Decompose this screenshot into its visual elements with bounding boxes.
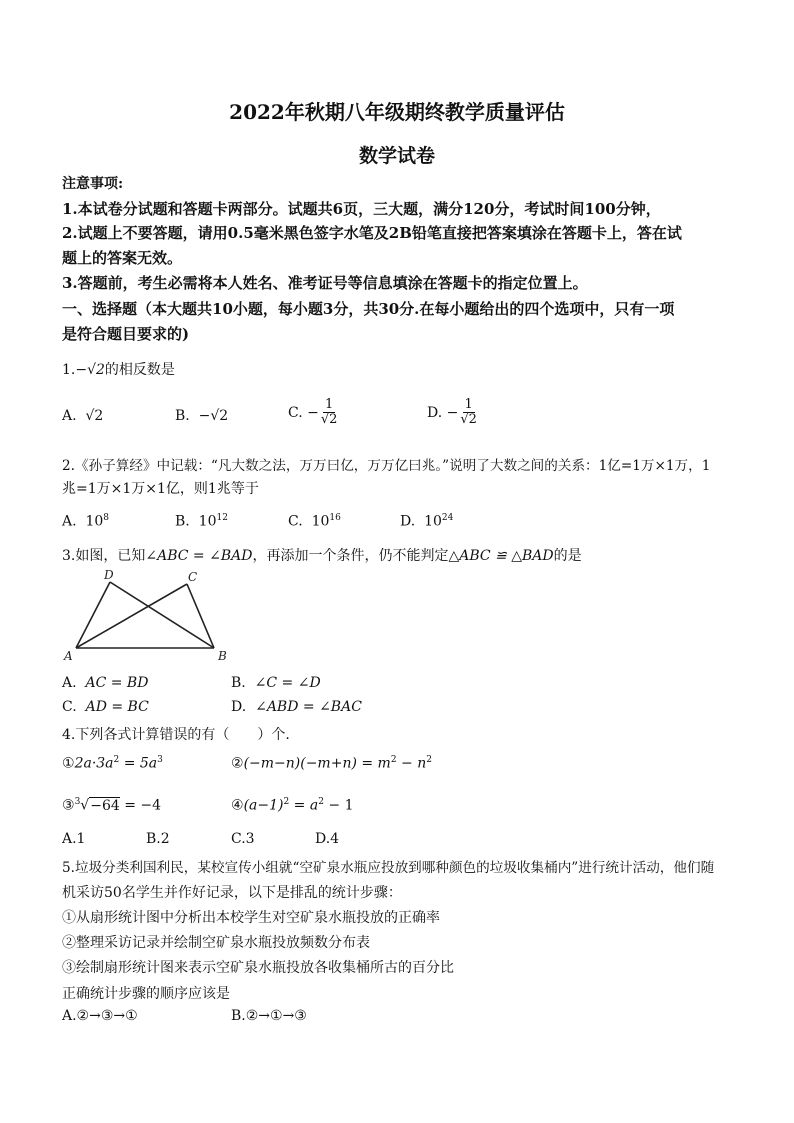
q3-b-label: B. <box>231 675 246 691</box>
q1-option-b <box>175 408 228 424</box>
q3-option-b <box>231 675 321 691</box>
q5-option-a: A.②→③→① <box>62 1008 138 1024</box>
q4-option-a: A.1 <box>62 831 86 847</box>
note-3: 3.答题前，考生必需将本人姓名、准考证号等信息填涂在答题卡的指定位置上。 <box>62 274 588 292</box>
q1-d-sign: − <box>446 404 459 421</box>
q1-option-c <box>288 398 337 428</box>
q1-a-value: √2 <box>85 408 104 424</box>
q4-e2-exp2: 2 <box>426 755 432 765</box>
q1-prefix: 1. <box>62 362 76 378</box>
q1-option-d <box>427 398 477 428</box>
q3-a-label: A. <box>62 675 77 691</box>
q4-e4-exp2: 2 <box>318 797 324 807</box>
q5-line1: 5.垃圾分类利国利民，某校宣传小组就“空矿泉水瓶应投放到哪种颜色的垃圾收集桶内”进行统计活动，他们随 <box>62 860 715 876</box>
note-1: 1.本试卷分试题和答题卡两部分。试题共6页，三大题，满分120分，考试时间100分钟， <box>62 200 661 218</box>
q2-c-base: 10 <box>311 513 330 530</box>
q4-e4-mid: = a <box>289 797 319 814</box>
section1-line1: 一、选择题（本大题共10小题，每小题3分，共30分.在每小题给出的四个选项中，只有一项 <box>62 300 675 318</box>
q5-step-1: ①从扇形统计图中分析出本校学生对空矿泉水瓶投放的正确率 <box>62 910 440 926</box>
q3-prefix: 3.如图，已知 <box>62 548 146 564</box>
q1-c-num: 1 <box>325 397 334 412</box>
point-b-label: B <box>218 649 227 663</box>
q3-c-value: AD = BC <box>85 699 149 715</box>
q2-c-label: C. <box>288 513 303 530</box>
q3-a-value: AC = BD <box>85 675 149 691</box>
q2-a-exp: 8 <box>103 513 110 523</box>
q3-middle: ，再添加一个条件，仍不能判定 <box>252 548 449 564</box>
q2-d-label: D. <box>400 513 416 530</box>
q5-step-3: ③绘制扇形统计图来表示空矿泉水瓶投放各收集桶所古的百分比 <box>62 960 454 976</box>
q5-option-b: B.②→①→③ <box>231 1008 307 1024</box>
q2-c-exp: 16 <box>329 513 341 523</box>
q3-b-value: ∠C = ∠D <box>254 675 321 691</box>
q1-c-label: C. <box>288 404 303 421</box>
q2-b-base: 10 <box>198 513 217 530</box>
q4-e4-exp1: 2 <box>283 797 290 807</box>
q2-option-d <box>400 513 453 530</box>
q4-e1-mark: ① <box>62 755 75 772</box>
q1-d-den: √2 <box>460 412 477 428</box>
q3-math1: ∠ABC = ∠BAD <box>145 548 253 564</box>
note-2b: 题上的答案无效。 <box>62 249 183 267</box>
exam-title: 2022年秋期八年级期终教学质量评估 <box>229 100 565 124</box>
q3-suffix: 的是 <box>553 548 582 564</box>
q4-e1-exp1: 2 <box>113 755 120 765</box>
q2-option-a <box>62 513 109 530</box>
q3-option-d <box>231 699 362 715</box>
q1-c-den: √2 <box>320 412 338 428</box>
segment-cb <box>187 584 214 648</box>
segment-db <box>110 582 214 648</box>
note-2a: 2.试题上不要答题，请用0.5毫米黑色签字水笔及2B铅笔直接把答案填涂在答题卡上，答在试 <box>62 224 682 242</box>
q2-d-base: 10 <box>424 513 442 530</box>
point-c-label: C <box>188 570 198 584</box>
q2-a-base: 10 <box>85 513 104 530</box>
q4-expr-3 <box>62 797 161 814</box>
q4-option-b: B.2 <box>146 831 170 847</box>
q4-e3-root-index: 3 <box>74 797 81 807</box>
q4-e2-main: (−m−n)(−m+n) = m <box>243 755 391 772</box>
q4-expr-2 <box>231 755 432 772</box>
q4-e1-exp2: 3 <box>157 755 163 765</box>
point-a-label: A <box>64 649 73 663</box>
q1-b-label: B. <box>175 408 190 424</box>
q4-e2-mid: − n <box>396 755 427 772</box>
q5-ask: 正确统计步骤的顺序应该是 <box>62 986 230 1002</box>
q2-line2: 兆=1万×1万×1亿，则1兆等于 <box>62 481 259 497</box>
section1-line2: 是符合题目要求的) <box>62 325 190 343</box>
q1-stem <box>62 359 175 379</box>
q4-option-c: C.3 <box>231 831 255 847</box>
q5-step-2: ②整理采访记录并绘制空矿泉水瓶投放频数分布表 <box>62 935 370 951</box>
q4-e2-mark: ② <box>231 755 244 772</box>
q2-d-exp: 24 <box>441 513 454 523</box>
q4-e3-radical-icon: √ <box>80 797 90 814</box>
q1-math: −√2 <box>75 362 105 378</box>
q3-d-value: ∠ABD = ∠BAC <box>255 699 362 715</box>
q2-line1: 2.《孙子算经》中记载：“凡大数之法，万万曰亿，万万亿曰兆。”说明了大数之间的关系：1亿=1万×1万，1 <box>62 458 711 474</box>
q2-option-c <box>288 513 341 530</box>
q1-d-fraction <box>460 398 477 428</box>
q5-line2: 机采访50名学生并作好记录，以下是排乱的统计步骤： <box>62 885 402 901</box>
q1-a-label: A. <box>62 408 77 424</box>
q4-e1-mid: = 5a <box>119 755 158 772</box>
q1-d-label: D. <box>427 404 443 421</box>
q4-e3-mark: ③ <box>62 797 75 814</box>
q1-option-a <box>62 408 103 424</box>
point-d-label: D <box>104 568 114 582</box>
q3-option-a <box>62 675 148 691</box>
q4-e4-main: (a−1) <box>243 797 284 814</box>
q4-e1-base: 2a·3a <box>74 755 114 772</box>
q4-e3-radicand: −64 <box>90 797 120 814</box>
q1-suffix: 的相反数是 <box>104 362 175 378</box>
q2-a-label: A. <box>62 513 77 530</box>
q1-c-fraction <box>321 398 338 428</box>
q2-b-label: B. <box>175 513 190 530</box>
q4-expr-1 <box>62 755 163 772</box>
q2-option-b <box>175 513 228 530</box>
q3-c-label: C. <box>62 699 77 715</box>
q1-c-sign: − <box>307 404 319 421</box>
exam-subtitle: 数学试卷 <box>358 145 435 167</box>
q4-e4-mark: ④ <box>231 797 244 814</box>
q1-d-num: 1 <box>464 397 473 412</box>
q4-e4-end: − 1 <box>323 797 354 814</box>
q4-e3-result: = −4 <box>119 797 162 814</box>
q4-expr-4 <box>231 797 353 814</box>
q3-triangle-figure <box>62 568 232 663</box>
notes-heading: 注意事项: <box>62 176 124 192</box>
q1-b-value: −√2 <box>198 408 229 424</box>
q4-e2-exp1: 2 <box>390 755 397 765</box>
q3-math2: △ABC ≌ △BAD <box>448 548 554 564</box>
q3-stem <box>62 545 582 565</box>
q4-option-d: D.4 <box>315 831 340 847</box>
q2-b-exp: 12 <box>216 513 228 523</box>
q3-option-c <box>62 699 149 715</box>
q3-d-label: D. <box>231 699 247 715</box>
q4-stem: 4.下列各式计算错误的有（ ）个. <box>62 727 290 743</box>
